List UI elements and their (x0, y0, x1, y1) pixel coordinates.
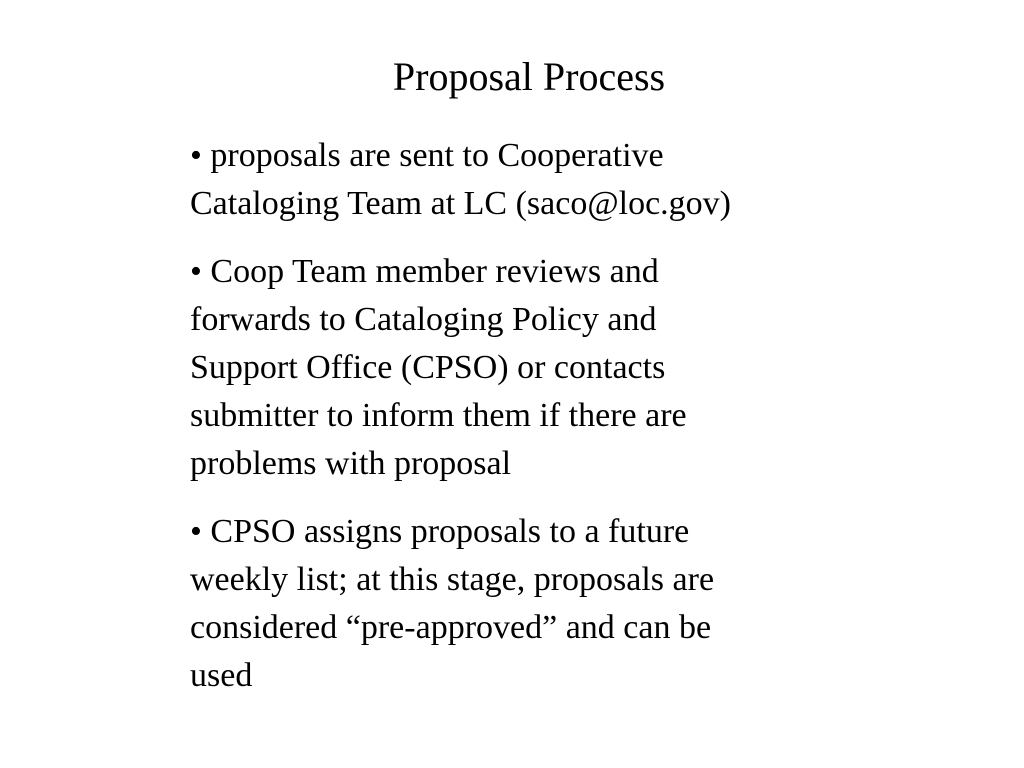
bullet-line: Cataloging Team at LC (saco@loc.gov) (190, 185, 731, 222)
bullet-marker: • (190, 513, 202, 550)
bullet-line: Coop Team member reviews and (210, 253, 659, 290)
bullet-item-sent-to-coop-team (190, 132, 850, 228)
bullet-marker: • (190, 137, 202, 174)
bullet-line: used (190, 657, 253, 694)
bullet-line: weekly list; at this stage, proposals are (190, 561, 715, 598)
bullet-item-coop-team-review (190, 248, 850, 488)
bullet-line: forwards to Cataloging Policy and (190, 301, 657, 338)
bullet-line: proposals are sent to Cooperative (210, 137, 664, 174)
bullet-line: submitter to inform them if there are (190, 397, 687, 434)
bullet-marker: • (190, 253, 202, 290)
bullet-line: problems with proposal (190, 445, 512, 482)
bullet-line: considered “pre-approved” and can be (190, 609, 712, 646)
bullet-item-cpso-assigns (190, 508, 850, 700)
bullet-line: Support Office (CPSO) or contacts (190, 349, 666, 386)
slide-title: Proposal Process (392, 54, 666, 99)
bullet-list (190, 132, 850, 720)
bullet-line: CPSO assigns proposals to a future (210, 513, 690, 550)
